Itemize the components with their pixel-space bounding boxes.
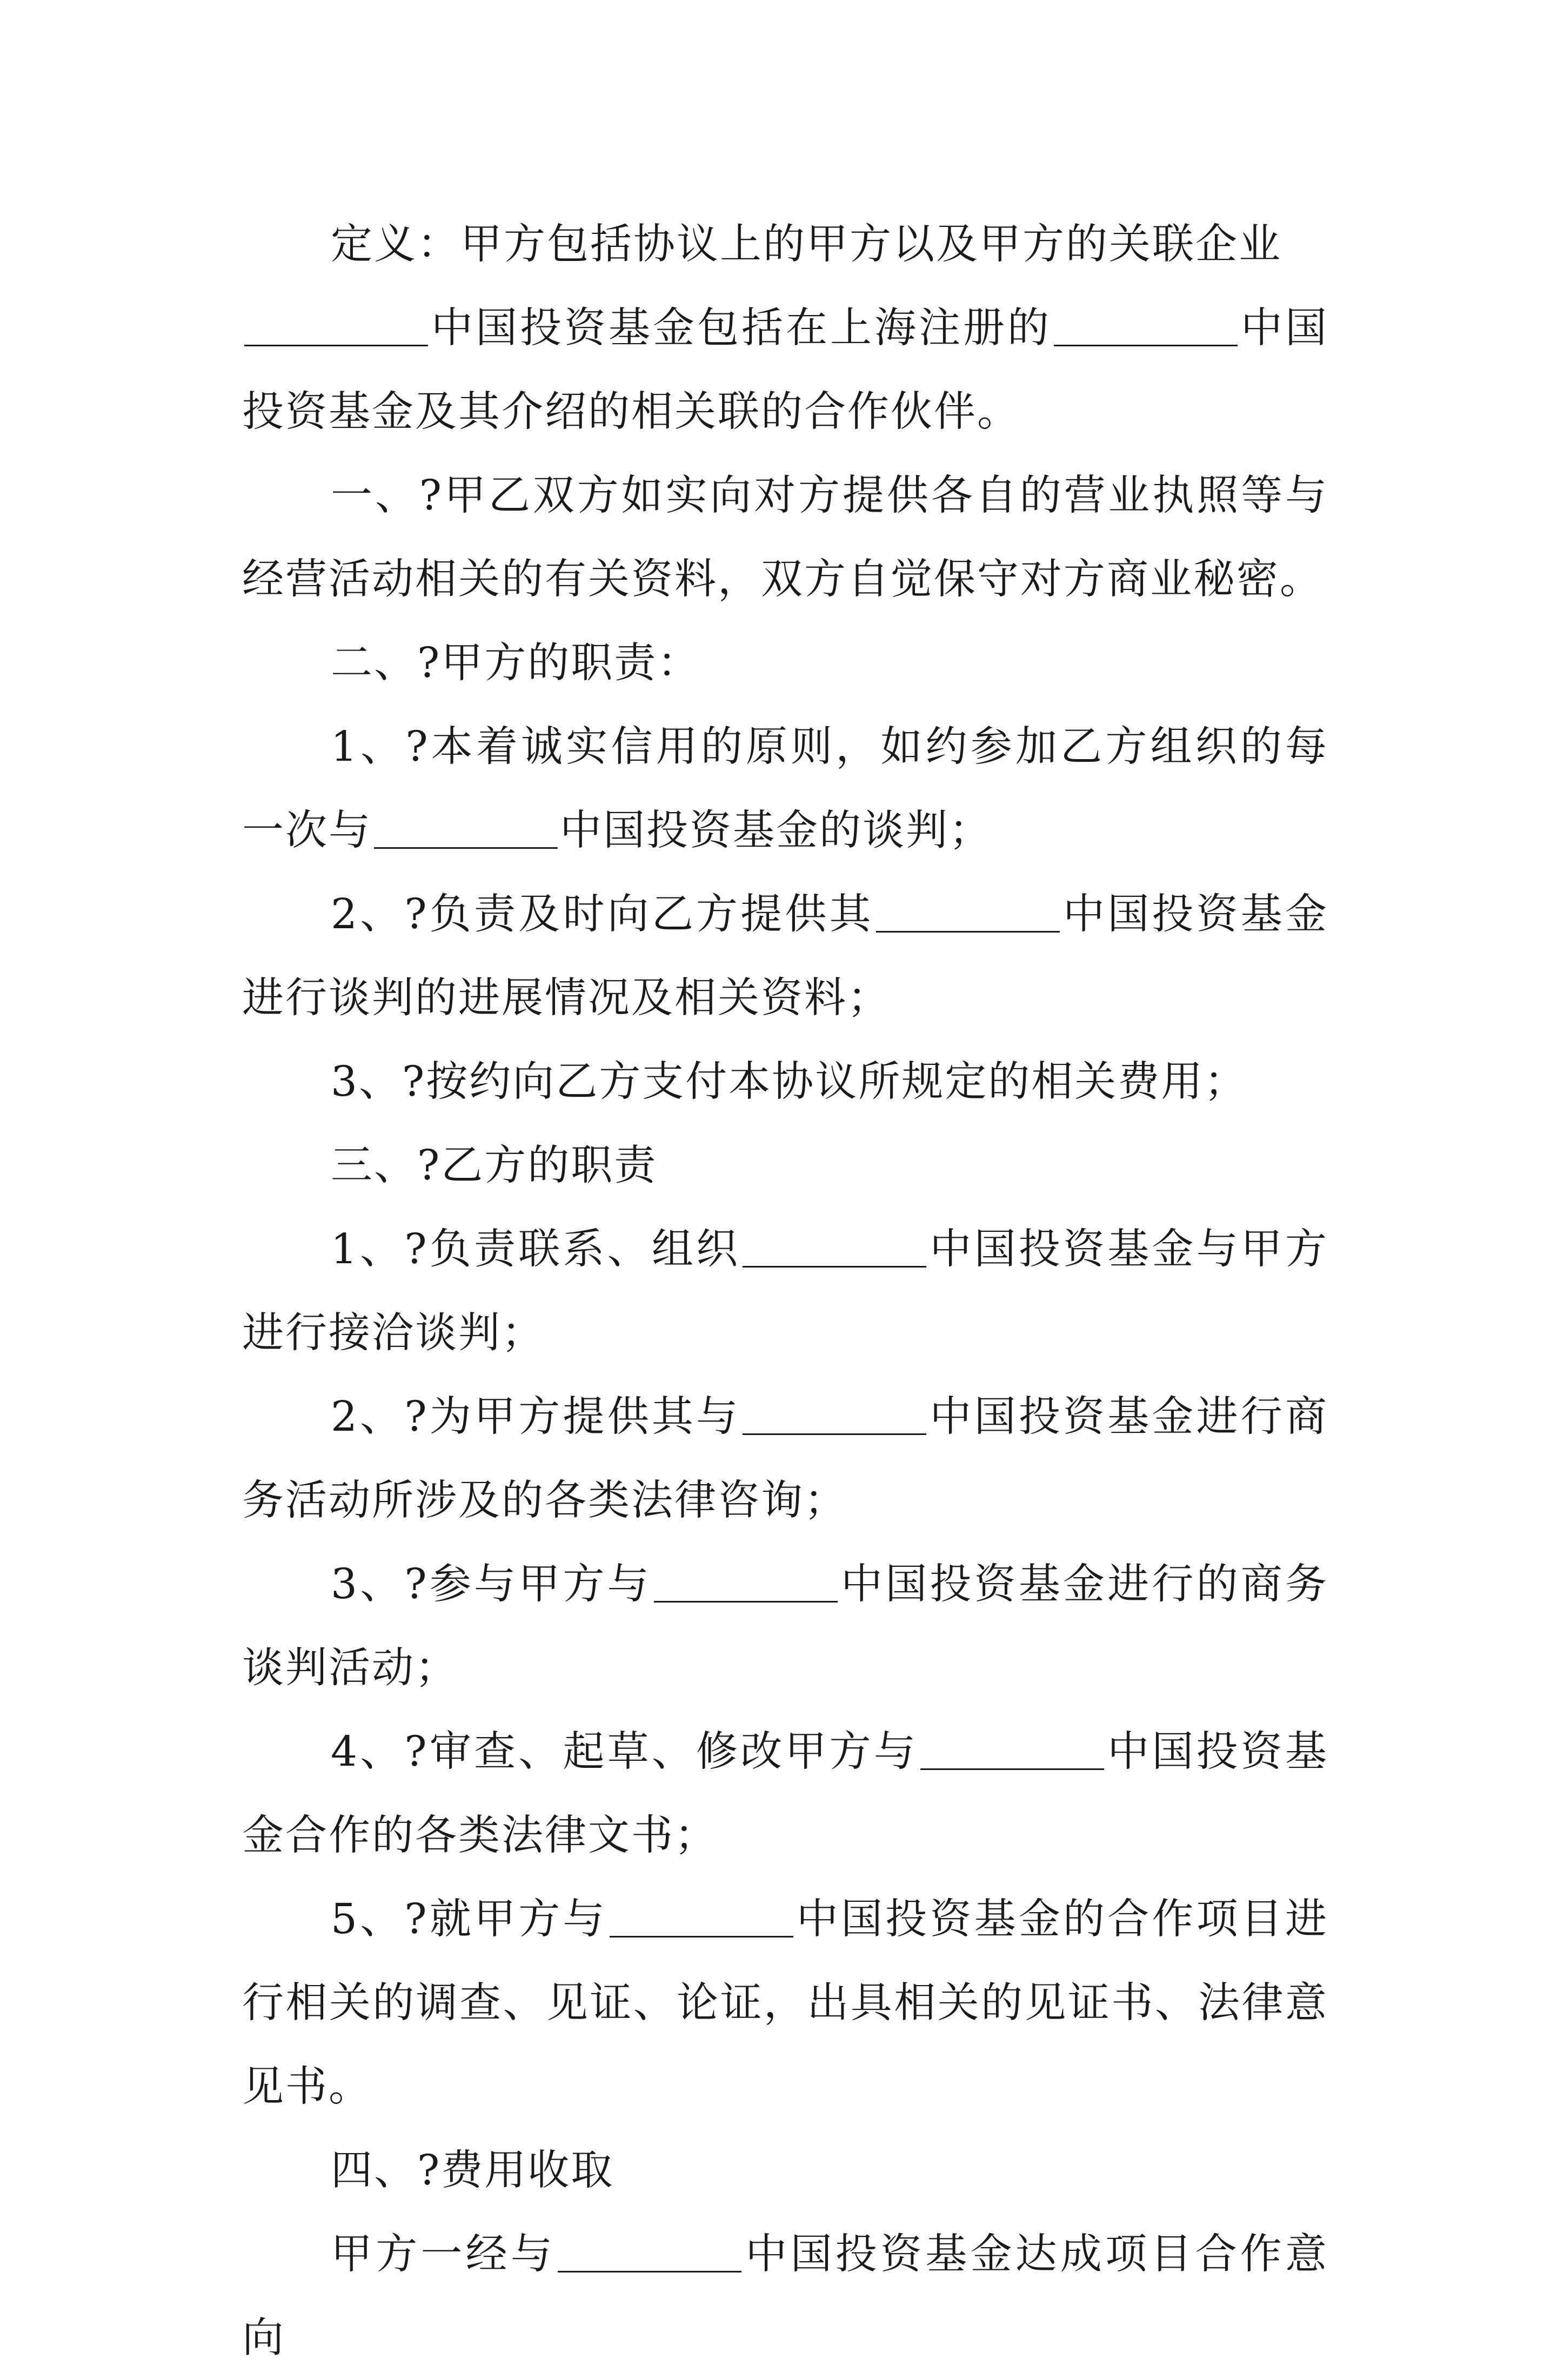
blank-field[interactable]	[876, 889, 1060, 933]
section-2-item-3: 3、?按约向乙方支付本协议所规定的相关费用；	[331, 1058, 1248, 1106]
section-3-item-3: 3、?参与甲方与 中国投资基金进行的商务谈判活动；	[242, 1543, 1328, 1710]
blank-field[interactable]	[743, 1392, 926, 1435]
section-3-heading: 三、?乙方的职责	[331, 1142, 658, 1190]
blank-field[interactable]	[654, 1559, 838, 1603]
contract-body	[242, 203, 1328, 2380]
section-4-paragraph: 甲方一经与 中国投资基金达成项目合作意向	[242, 2213, 1328, 2380]
section-3-item-4: 4、?审查、起草、修改甲方与 中国投资基金合作的各类法律文书；	[242, 1710, 1328, 1878]
definition-label: 定义：	[331, 220, 460, 269]
blank-field[interactable]	[244, 303, 428, 346]
section-3-item-2: 2、?为甲方提供其与 中国投资基金进行商务活动所涉及的各类法律咨询；	[242, 1375, 1328, 1543]
section-1-paragraph: 一、?甲乙双方如实向对方提供各自的营业执照等与经营活动相关的有关资料，双方自觉保守对方商业秘密。	[242, 472, 1328, 604]
section-2-item-2: 2、?负责及时向乙方提供其 中国投资基金进行谈判的进展情况及相关资料；	[242, 873, 1328, 1040]
blank-field[interactable]	[558, 2229, 741, 2272]
blank-field[interactable]	[610, 1894, 793, 1937]
section-3-item-5: 5、?就甲方与 中国投资基金的合作项目进行相关的调查、见证、论证，出具相关的见证书、法律意见书。	[242, 1878, 1328, 2129]
blank-field[interactable]	[743, 1224, 926, 1268]
section-4-heading: 四、?费用收取	[331, 2147, 614, 2195]
blank-field[interactable]	[374, 806, 558, 849]
section-2-heading: 二、?甲方的职责：	[331, 639, 701, 687]
section-3-item-1: 1、?负责联系、组织 中国投资基金与甲方进行接洽谈判；	[242, 1208, 1328, 1375]
blank-field[interactable]	[920, 1727, 1104, 1770]
definition-paragraph: 定义：甲方包括协议上的甲方以及甲方的关联企业 中国投资基金包括在上海注册的 中国投资基金及其介绍的相关联的合作伙伴。	[242, 220, 1328, 436]
section-2-item-1: 1、?本着诚实信用的原则，如约参加乙方组织的每一次与 中国投资基金的谈判；	[242, 723, 1328, 855]
blank-field[interactable]	[1054, 303, 1238, 346]
